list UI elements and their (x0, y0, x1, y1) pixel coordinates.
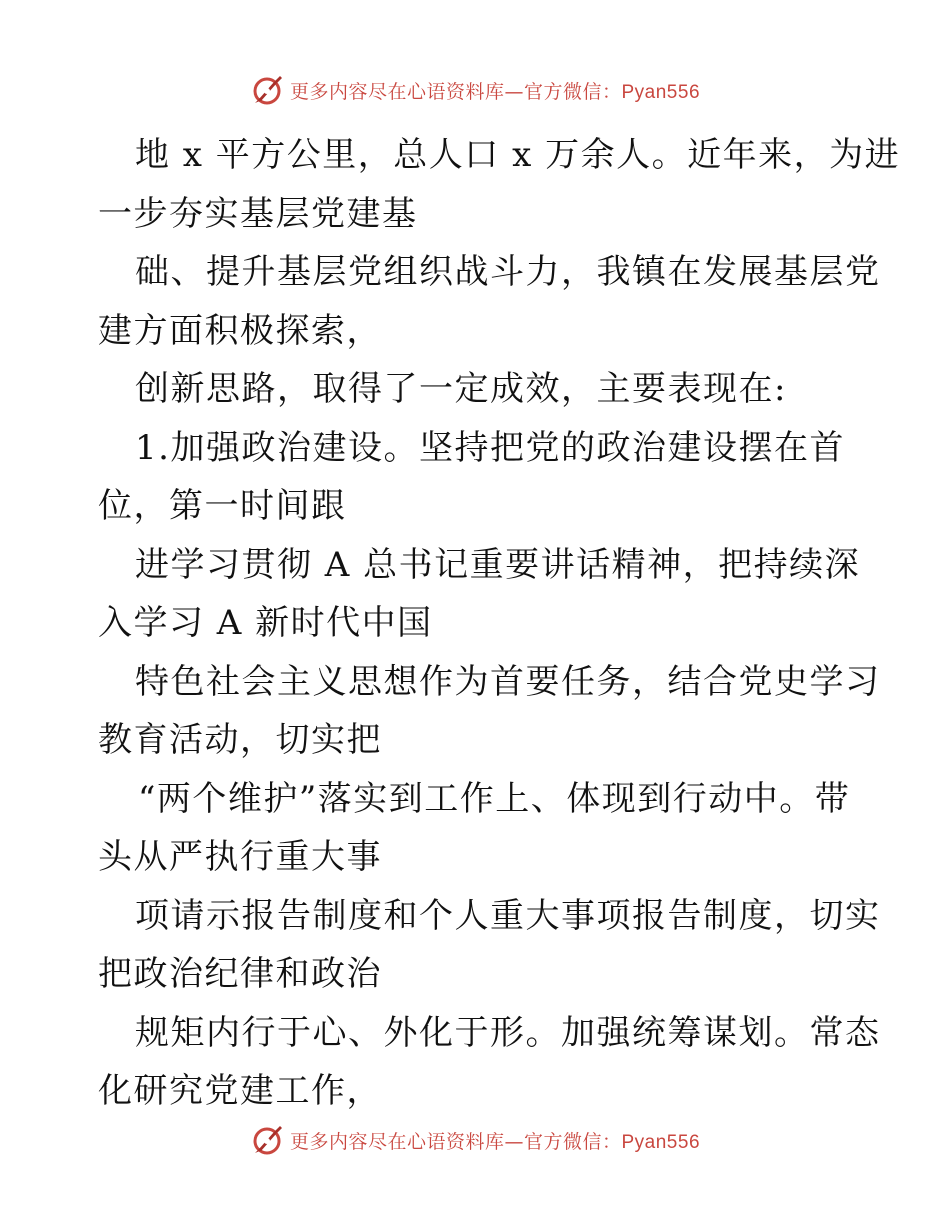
header-banner (0, 70, 950, 110)
body-line: 一步夯实基层党建基 (98, 193, 418, 234)
footer-banner-text: 更多内容尽在心语资料库—官方微信：Pyan556 (289, 1130, 701, 1153)
body-line: 础、提升基层党组织战斗力，我镇在发展基层党 (135, 252, 881, 292)
body-line: “两个维护”落实到工作上、体现到行动中。带 (138, 778, 851, 819)
body-line: 位，第一时间跟 (98, 486, 347, 526)
body-line: 特色社会主义思想作为首要任务，结合党史学习 (135, 661, 881, 702)
body-line: 头从严执行重大事 (98, 837, 382, 877)
body-line: 规矩内行于心、外化于形。加强统筹谋划。常态 (135, 1012, 881, 1053)
document-body (98, 126, 901, 1121)
footer-wechat-id: Pyan556 (621, 1131, 701, 1153)
body-line: 化研究党建工作， (98, 1071, 382, 1111)
pen-nib-logo-icon (250, 72, 286, 108)
header-wechat-id: Pyan556 (621, 81, 701, 103)
footer-banner (0, 1120, 950, 1160)
body-line: 教育活动，切实把 (98, 720, 382, 760)
header-banner-text: 更多内容尽在心语资料库—官方微信：Pyan556 (289, 80, 701, 103)
body-line: 地 x 平方公里，总人口 x 万余人。近年来，为进 (135, 135, 901, 175)
body-line: 入学习 A 新时代中国 (98, 603, 433, 643)
body-line: 1.加强政治建设。坚持把党的政治建设摆在首 (135, 427, 845, 468)
body-line: 进学习贯彻 A 总书记重要讲话精神，把持续深 (135, 544, 861, 585)
body-line: 把政治纪律和政治 (98, 954, 382, 994)
body-line: 项请示报告制度和个人重大事项报告制度，切实 (135, 895, 881, 936)
body-line: 创新思路，取得了一定成效，主要表现在: (135, 369, 787, 409)
body-line: 建方面积极探索， (98, 310, 382, 351)
pen-nib-logo-icon (250, 1122, 286, 1158)
